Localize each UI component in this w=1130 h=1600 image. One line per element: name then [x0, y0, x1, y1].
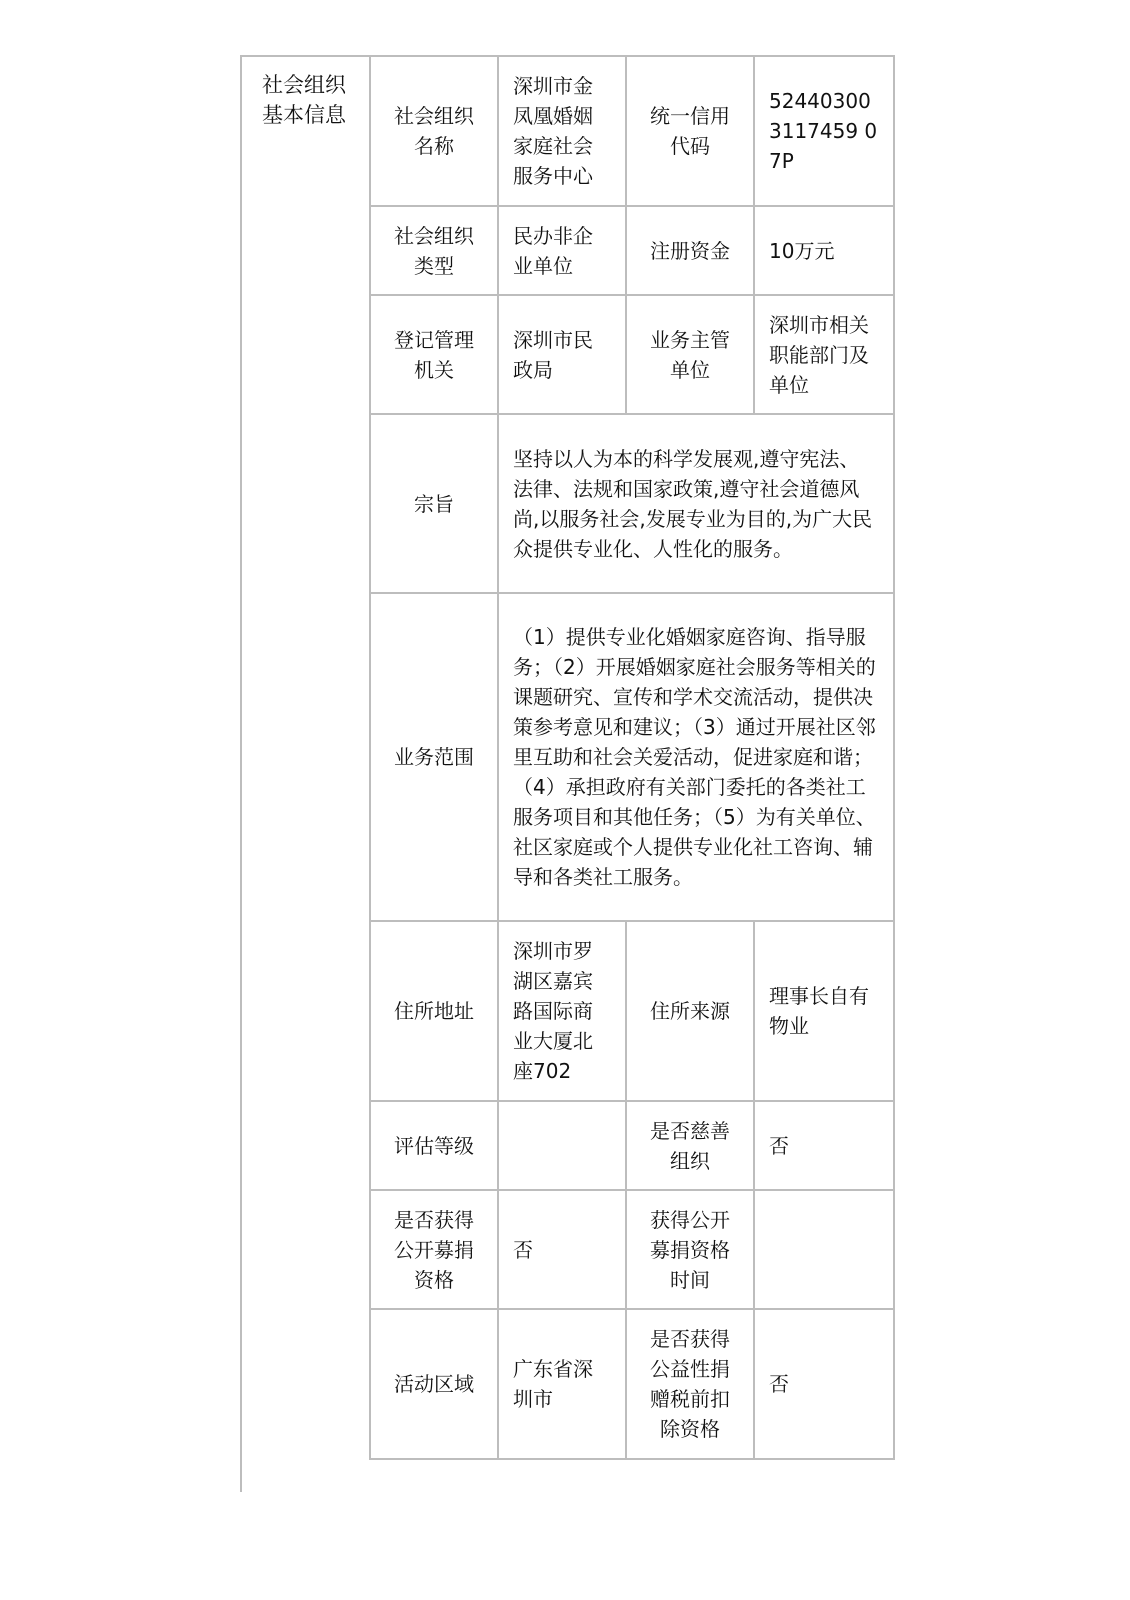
org-type-label: 社会组织类型: [370, 206, 498, 295]
tax-deduction-label: 是否获得公益性捐赠税前扣除资格: [626, 1309, 754, 1459]
fundraising-date-value: [754, 1190, 894, 1309]
table-row: [370, 206, 894, 295]
outer-frame-left-border: [240, 55, 242, 1492]
public-fundraising-value: 否: [498, 1190, 626, 1309]
activity-area-label: 活动区域: [370, 1309, 498, 1459]
org-name-label: 社会组织名称: [370, 56, 498, 206]
fundraising-date-label: 获得公开募捐资格时间: [626, 1190, 754, 1309]
supervising-unit-label: 业务主管单位: [626, 295, 754, 414]
business-scope-value: （1）提供专业化婚姻家庭咨询、指导服务；（2）开展婚姻家庭社会服务等相关的课题研究、宣传和学术交流活动，提供决策参考意见和建议；（3）通过开展社区邻里互助和社会关爱活动，促进家庭和谐；（4）承担政府有关部门委托的各类社工服务项目和其他任务；（5）为有关单位、社区家庭或个人提供专业化社工咨询、辅导和各类社工服务。: [498, 593, 894, 921]
credit-code-label: 统一信用代码: [626, 56, 754, 206]
public-fundraising-label: 是否获得公开募捐资格: [370, 1190, 498, 1309]
purpose-label: 宗旨: [370, 414, 498, 593]
supervising-unit-value: 深圳市相关职能部门及单位: [754, 295, 894, 414]
table-row: [370, 1309, 894, 1459]
org-info-table: [369, 55, 895, 1460]
registry-authority-value: 深圳市民政局: [498, 295, 626, 414]
charity-org-label: 是否慈善组织: [626, 1101, 754, 1190]
address-label: 住所地址: [370, 921, 498, 1101]
org-type-value: 民办非企业单位: [498, 206, 626, 295]
rating-label: 评估等级: [370, 1101, 498, 1190]
table-row: [370, 921, 894, 1101]
business-scope-label: 业务范围: [370, 593, 498, 921]
credit-code-value: 524403003117459 07P: [754, 56, 894, 206]
rating-value: [498, 1101, 626, 1190]
address-value: 深圳市罗湖区嘉宾路国际商业大厦北座702: [498, 921, 626, 1101]
table-row: [370, 414, 894, 593]
registry-authority-label: 登记管理机关: [370, 295, 498, 414]
activity-area-value: 广东省深圳市: [498, 1309, 626, 1459]
charity-org-value: 否: [754, 1101, 894, 1190]
org-name-value: 深圳市金凤凰婚姻家庭社会服务中心: [498, 56, 626, 206]
table-row: [370, 593, 894, 921]
outer-frame-top-border: [240, 55, 370, 57]
registered-capital-label: 注册资金: [626, 206, 754, 295]
table-row: [370, 1190, 894, 1309]
table-row: [370, 56, 894, 206]
section-title: 社会组织 基本信息: [262, 73, 346, 127]
table-row: [370, 295, 894, 414]
table-row: [370, 1101, 894, 1190]
tax-deduction-value: 否: [754, 1309, 894, 1459]
purpose-value: 坚持以人为本的科学发展观,遵守宪法、法律、法规和国家政策,遵守社会道德风尚,以服务社会,发展专业为目的,为广大民众提供专业化、人性化的服务。: [498, 414, 894, 593]
address-source-label: 住所来源: [626, 921, 754, 1101]
registered-capital-value: 10万元: [754, 206, 894, 295]
address-source-value: 理事长自有物业: [754, 921, 894, 1101]
